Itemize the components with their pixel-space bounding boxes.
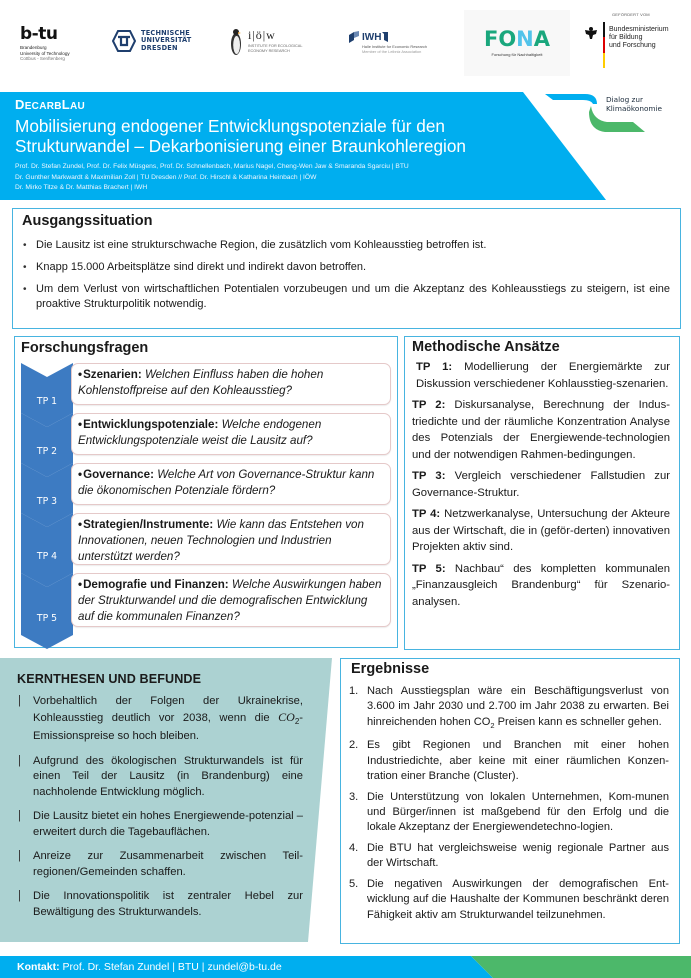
question-topic: Strategien/Instrumente: [83, 518, 214, 531]
item-number: 2. [349, 739, 359, 752]
ausgangssituation-panel [12, 208, 681, 329]
thesis-text: Aufgrund des ökologischen Strukturwandels ist für einen Teil der Lausitz (in Brandenburg) eine nachholende Entwicklung möglich. [33, 754, 303, 798]
list-item [351, 877, 669, 923]
project-name-part: ECARB [24, 101, 62, 112]
chevron-down-icon [21, 573, 73, 649]
thesis-item [17, 809, 303, 840]
result-list [351, 684, 669, 923]
partner-logo-strip [0, 0, 691, 88]
author-list [15, 162, 595, 194]
poster-title [15, 117, 595, 156]
forschungsfragen-panel [14, 336, 398, 648]
item-number: 3. [349, 790, 359, 803]
tp-label: TP 4 [36, 551, 58, 562]
federal-eagle-icon [584, 26, 598, 40]
author-line: Prof. Dr. Stefan Zundel, Prof. Dr. Felix Müsgens, Prof. Dr. Schnellenbach, Marius Nagel, Cheng-Wen Jaw & Smaranda Sgarciu | BTU [15, 163, 409, 170]
dialog-klimaoekonomie-logo [545, 92, 691, 142]
research-question-item [21, 363, 393, 413]
iwh-logo [348, 30, 427, 55]
tp-chevron [21, 573, 73, 649]
question-topic: Entwicklungspotenziale: [83, 418, 219, 431]
dialog-logo-line: Dialog zur [606, 95, 644, 104]
question-box: •Entwicklungspotenziale: Welche endogenen Entwicklungspotenziale weist die Lausitz auf? [71, 413, 391, 455]
research-question-item [21, 573, 393, 635]
fona-logo [464, 10, 570, 76]
question-text: Welche endogenen Entwicklungspotenziale weist die Lausitz auf? [78, 418, 322, 447]
research-question-list [21, 363, 393, 635]
ergebnisse-panel [340, 658, 680, 944]
tud-logo-line: UNIVERSITÄT [141, 36, 192, 45]
question-text: Welche Auswirkungen haben der Strukturwandel und die demografischen Entwicklung auf die kommunalen Finanzen? [78, 578, 382, 623]
author-line: Dr. Gunther Markwardt & Maximilian Zoll | TU Dresden // Prof. Dr. Hirschl & Katharina Heinbach | IÖW [15, 173, 317, 181]
result-text: Es gibt Regionen und Branchen mit einer hohen Industriedichte, aber keine mit einer räumlichen Konzen-tration einer Branche (Cluster). [367, 739, 669, 783]
project-name-part: L [61, 97, 71, 112]
iwh-logo-line: Halle Institute for Economic Research [362, 44, 428, 49]
method-text: Nachbau“ des kompletten kommunalen „Finanzausgleich Brandenburg“ für Szenario-analysen. [412, 562, 670, 608]
result-text: Die BTU hat vergleichsweise wenig regionale Partner aus der Wirtschaft. [367, 841, 669, 870]
section-title: Ausgangssituation [22, 213, 153, 229]
funded-by-label: GEFÖRDERT VOM [612, 12, 650, 17]
bar-bullet-icon: | [18, 810, 21, 823]
item-number: 5. [349, 877, 359, 890]
method-tp-label: TP 4: [412, 508, 441, 520]
iwh-emblem-right-icon [381, 31, 389, 43]
list-item: • Knapp 15.000 Arbeitsplätze sind direkt und indirekt davon betroffen. [22, 260, 670, 275]
question-topic: Szenarien: [83, 368, 142, 381]
bar-bullet-icon: | [18, 850, 21, 863]
bullet-list [22, 238, 670, 312]
thesis-item [17, 889, 303, 920]
section-title: Methodische Ansätze [412, 339, 560, 355]
contact-info [17, 961, 282, 973]
method-text: Vergleich verschiedener Fallstudien zur Governance-Struktur. [412, 470, 671, 499]
list-item [351, 684, 669, 733]
result-text: Die negativen Auswirkungen der demografischen Ent-wicklung auf die Haushalte der Kommunen beschränkt deren Fähigkeit aktiv am Strukturwandel teilzunehmen. [367, 877, 669, 921]
bmbf-logo-line: Bundesministerium [609, 26, 669, 33]
question-box: •Demografie und Finanzen: Welche Auswirkungen haben der Strukturwandel und die demografischen Entwicklung auf die kommunalen Finanzen? [71, 573, 391, 627]
research-question-item [21, 463, 393, 513]
thesis-item [17, 849, 303, 880]
list-item [351, 738, 669, 784]
bar-bullet-icon: | [18, 890, 21, 903]
german-flag-stripe [603, 22, 605, 68]
list-item: • Um dem Verlust von wirtschaftlichen Potentialen vorzubeugen und um die Akzeptanz des Kohleausstiegs zu steigern, ist eine proaktive Strukturpolitik notwendig. [22, 282, 670, 312]
fona-logo-fo: FO [483, 27, 517, 51]
fona-logo-n: N [516, 27, 534, 51]
tp-label: TP 3 [36, 496, 58, 507]
method-item [412, 506, 670, 556]
section-title: KERNTHESEN UND BEFUNDE [17, 672, 202, 686]
tp-label: TP 2 [36, 446, 58, 457]
section-title: Forschungsfragen [21, 340, 149, 356]
thesis-item [17, 694, 303, 745]
dialog-logo-line: Klimaökonomie [606, 104, 663, 113]
thesis-text: Vorbehaltlich der Folgen der Ukrainekrise, Kohleausstieg deutlich vor 2038, wenn die [33, 695, 303, 724]
bar-bullet-icon: | [18, 695, 21, 707]
item-number: 4. [349, 841, 359, 854]
ioew-logo-line: INSTITUTE FOR ECOLOGICAL [248, 44, 303, 48]
question-topic: Demografie und Finanzen: [83, 578, 229, 591]
fona-logo-a: A [533, 27, 551, 51]
question-topic: Governance: [83, 468, 154, 481]
list-item [351, 841, 669, 872]
research-question-item [21, 513, 393, 573]
method-text: Diskursanalyse, Berechnung der Indus-triedichte und der räumliche Konzentration Analyse des Potenzials der Energiewende-technologien und der notwendigen Rahmen-bedingungen. [412, 399, 670, 461]
ioew-logo-mark: i|ö|w [248, 28, 276, 42]
iwh-logo-mark: IWH [362, 31, 382, 43]
project-name [15, 97, 595, 115]
method-text: Netzwerkanalyse, Untersuchung der Akteure aus der Wirtschaft, die in (geför-derten) innovativen Projekten aktiv sind. [412, 508, 671, 553]
method-tp-label: TP 3: [412, 470, 446, 482]
thesis-text: Anreize zur Zusammenarbeit zwischen Teil-regionen/Gemeinden schaffen. [33, 850, 303, 878]
result-text: Die Unterstützung von lokalen Unternehmen, Kom-munen und Bürger/innen ist maßgebend für den Erfolg und die lokale Akzeptanz der Energiewendetechno-logien. [367, 790, 669, 834]
btu-logo-line: Brandenburg [20, 45, 47, 50]
bmbf-logo-line: für Bildung [609, 34, 643, 41]
result-text: Nach Ausstiegsplan wäre ein Beschäftigungsverlust von 3.600 im Jahr 2030 und 2.700 im Jahr 2038 zu erwarten. Bei hinreichenden hohen CO [367, 685, 669, 728]
thesis-text: -Emissionspreise so hoch bleiben. [33, 711, 303, 743]
kernthesen-panel [0, 658, 332, 942]
bmbf-logo [584, 12, 669, 68]
poster-title-line: Strukturwandel – Dekarbonisierung einer Braunkohleregion [15, 135, 466, 156]
title-banner [0, 92, 691, 200]
section-title: Ergebnisse [351, 661, 430, 677]
fona-logo-subtitle: Forschung für Nachhaltigkeit [491, 52, 543, 57]
method-item [412, 468, 670, 501]
contact-text[interactable]: Prof. Dr. Stefan Zundel | BTU | zundel@b-tu.de [59, 961, 282, 973]
method-item [412, 359, 670, 392]
result-text: Preisen kann es schneller gehen. [494, 715, 662, 728]
poster-title-line: Mobilisierung endogener Entwicklungspotenziale für den [15, 116, 445, 136]
method-tp-label: TP 1: [416, 361, 453, 373]
penguin-icon [230, 28, 242, 56]
btu-logo-mark: b-tu [20, 24, 58, 44]
method-tp-label: TP 5: [412, 562, 446, 575]
btu-logo-line: Cottbus - Senftenberg [20, 56, 65, 61]
ioew-logo-line: ECONOMY RESEARCH [248, 48, 290, 53]
contact-label: Kontakt: [17, 961, 60, 973]
question-text: Welchen Einfluss haben die hohen Kohlenstoffpreise auf den Kohleausstieg? [78, 368, 324, 397]
question-box: •Governance: Welche Art von Governance-Struktur kann die ökonomischen Potenziale fördern? [71, 463, 391, 505]
item-number: 1. [349, 685, 359, 697]
btu-logo [20, 26, 70, 62]
iwh-emblem-icon [348, 30, 360, 44]
thesis-item [17, 754, 303, 801]
bar-bullet-icon: | [18, 754, 21, 767]
methodische-ansaetze-panel [404, 336, 680, 650]
method-text: Modellierung der Energiemärkte zur Diskussion verschiedener Kohlausstieg-szenarien. [416, 361, 670, 390]
project-name-part: D [15, 97, 25, 112]
co2-subscript: 2 [294, 716, 300, 726]
btu-logo-line: University of Technology [20, 50, 70, 56]
thesis-text: Die Lausitz bietet ein hohes Energiewende-potenzial – erweitert durch die Tagebauflächen. [33, 810, 303, 838]
tp-label: TP 5 [36, 613, 58, 624]
question-text: Welche Art von Governance-Struktur kann die ökonomischen Potenziale fördern? [78, 468, 375, 497]
project-name-part: AU [70, 101, 86, 112]
tud-logo-line: DRESDEN [141, 43, 178, 52]
list-item: • Die Lausitz ist eine strukturschwache Region, die zusätzlich vom Kohleausstieg betroffen ist. [22, 238, 670, 253]
ioew-logo [230, 28, 302, 56]
iwh-logo-line: Member of the Leibniz Association [362, 48, 422, 54]
question-box: •Szenarien: Welchen Einfluss haben die hohen Kohlenstoffpreise auf den Kohleausstieg? [71, 363, 391, 405]
co2-subscript: 2 [490, 721, 495, 731]
contact-footer [0, 956, 691, 978]
author-line: Dr. Mirko Titze & Dr. Matthias Brachert | IWH [15, 184, 148, 191]
question-text: Wie kann das Entstehen von Innovationen, neuen Technologien und Industrien unterstützt werden? [78, 518, 364, 563]
method-tp-label: TP 2: [412, 399, 446, 411]
question-box: •Strategien/Instrumente: Wie kann das Entstehen von Innovationen, neuen Technologien und Industrien unterstützt werden? [71, 513, 391, 565]
co2-formula: CO [278, 709, 295, 724]
list-item [351, 790, 669, 836]
method-item [412, 561, 670, 611]
tu-dresden-emblem-icon [112, 30, 136, 52]
thesis-text: Die Innovationspolitik ist zentraler Hebel zur Bewältigung des Strukturwandels. [33, 890, 303, 918]
tu-dresden-logo [112, 30, 192, 52]
tp-label: TP 1 [36, 396, 58, 407]
tud-logo-line: TECHNISCHE [141, 29, 190, 37]
method-item [412, 397, 670, 463]
bmbf-logo-line: und Forschung [609, 42, 656, 49]
research-question-item [21, 413, 393, 463]
